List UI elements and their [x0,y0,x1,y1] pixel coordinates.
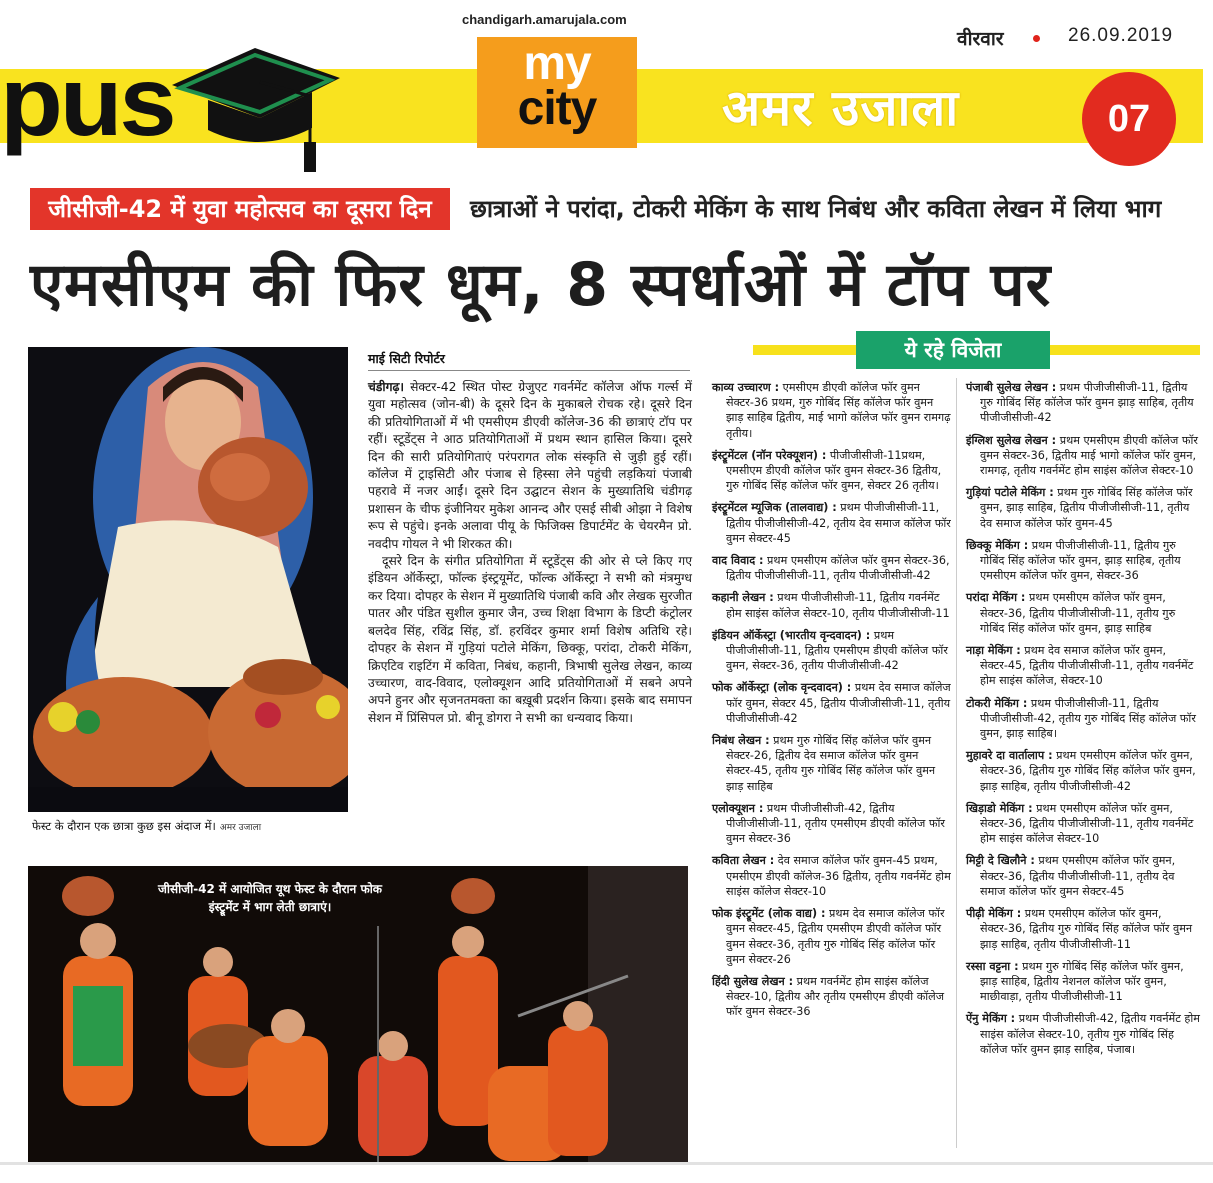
paragraph-1-text: सेक्टर-42 स्थित पोस्ट ग्रेजुएट गवर्नमेंट कॉलेज ऑफ गर्ल्स में युवा महोत्सव (जोन-बी) के दूसरे दिन के मुकाबले रोचक रहे। दूसरे दिन की प्रतियोगिताओं में भी एमसीएम डीएवी कॉलेज-36 की छात्राएं टॉप पर रहीं। स्टूडेंट्स ने आठ प्रतियोगिताओं में प्रथम स्थान हासिल किया। दूसरे दिन की सारी प्रतियोगिताएं परंपरागत लोक संस्कृति से जुड़ी हुई रहीं। कॉलेज में ट्राइसिटी और पंजाब से हिस्सा लेने पहुंची लड़कियां पंजाबी पहरावे में नजर आईं। दूसरे दिन उद्घाटन सेशन के मुख्यातिथि चंडीगढ़ प्रशासन के चीफ इंजीनियर मुकेश आनन्द और एसई सीबी ओझा ने विशेष रूप से पहुंचे। इनके अलावा पीयू के फिजिक्स डिपार्टमेंट के चेयरमैन प्रो. नवदीप गोयल ने भी शिरकत की। [368,380,692,551]
page-number: 07 [1082,72,1176,166]
winner-entry [712,733,952,794]
winner-results: प्रथम गवर्नमेंट होम साइंस कॉलेज सेक्टर-10, द्वितीय और तृतीय एमसीएम डीएवी कॉलेज फॉर वुमन सेक्टर-36 [726,974,945,1019]
story-headline: एमसीएम की फिर धूम, 8 स्पर्धाओं में टॉप पर [30,250,1052,320]
winners-title: ये रहे विजेता [856,331,1050,369]
winner-category: पंजाबी सुलेख लेखन : [966,381,1057,394]
winner-entry [966,906,1202,952]
winner-category: नाड़ा मेकिंग : [966,644,1021,658]
graduation-cap-icon [160,30,350,180]
winner-results: देव समाज कॉलेज फॉर वुमन-45 प्रथम, एमसीएम डीएवी कॉलेज-36 द्वितीय, तृतीय गवर्नमेंट होम साइंस कॉलेज सेक्टर-10 [726,854,951,898]
winner-entry [712,448,952,494]
winner-category: हिंदी सुलेख लेखन : [712,974,794,988]
winner-category: निबंध लेखन : [712,734,770,748]
winner-results: प्रथम देव समाज कॉलेज फॉर वुमन, सेक्टर-45, द्वितीय पीजीजीसीजी-11, तृतीय गवर्नमेंट होम साइंस कॉलेज, सेक्टर-10 [980,644,1194,688]
photo1-caption-text: फेस्ट के दौरान एक छात्रा कुछ इस अंदाज में। [32,819,216,833]
winner-category: गुड़ियां पटोले मेकिंग : [966,486,1054,500]
winner-entry [966,485,1202,531]
winner-entry [712,801,952,847]
photo1-caption [32,819,261,834]
winner-entry [712,680,952,726]
winner-entry [712,500,952,546]
byline: माई सिटी रिपोर्टर [368,351,445,366]
winner-category: फोक ऑर्केस्ट्रा (लोक वृन्दवादन) : [712,681,852,695]
winners-accent-left [753,345,856,355]
winner-results: प्रथम एमसीएम डीएवी कॉलेज फॉर वुमन सेक्टर-36, द्वितीय माई भागो कॉलेज फॉर वुमन, रामगढ़, तृतीय गवर्नमेंट होम साइंस कॉलेज सेक्टर-10 [980,433,1199,478]
winner-entry [966,380,1202,426]
article-paragraph-1 [368,379,692,553]
winner-results: प्रथम पीजीजीसीजी-42, द्वितीय गवर्नमेंट होम साइंस कॉलेज सेक्टर-10, तृतीय गुरु गोबिंद सिंह कॉलेज फॉर वुमन झाड़ साहिब, पंजाब। [980,1012,1200,1056]
section-logo: pus [0,46,174,156]
story-kicker: जीसीजी-42 में युवा महोत्सव का दूसरा दिन [30,188,450,230]
winner-results: एमसीएम डीएवी कॉलेज फॉर वुमन सेक्टर-36 प्रथम, गुरु गोबिंद सिंह कॉलेज फॉर वुमन झाड़ साहिब द्वितीय, माई भागो कॉलेज फॉर वुमन रामगढ़ तृतीय। [726,381,951,440]
winner-entry [966,1011,1202,1057]
winner-results: प्रथम पीजीजीसीजी-11, द्वितीय पीजीजीसीजी-42, तृतीय देव समाज कॉलेज फॉर वुमन सेक्टर-45 [726,501,951,545]
mycity-logo-my: my [523,37,591,90]
date-separator-dot [1033,35,1040,42]
winner-results: प्रथम पीजीजीसीजी-11, द्वितीय एमसीएम डीएवी कॉलेज फॉर वुमन, सेक्टर-36, तृतीय पीजीजीसीजी-42 [726,628,948,673]
winner-entry [966,748,1202,794]
winner-results: प्रथम पीजीजीसीजी-11, द्वितीय पीजीजीसीजी-42, तृतीय गुरु गोबिंद सिंह कॉलेज फॉर वुमन, झाड़ साहिब। [980,696,1196,741]
winner-category: इंस्ट्रूमेंटल (नॉन परेक्यूशन) : [712,448,827,462]
winner-results: प्रथम पीजीजीसीजी-42, द्वितीय पीजीजीसीजी-11, तृतीय एमसीएम डीएवी कॉलेज फॉर वुमन सेक्टर-36 [726,801,945,846]
winner-results: प्रथम पीजीजीसीजी-11, द्वितीय गुरु गोबिंद सिंह कॉलेज फॉर वुमन, झाड़ साहिब, तृतीय एमसीएम कॉलेज फॉर वुमन, सेक्टर-36 [980,538,1181,583]
page-bottom-rule [0,1162,1213,1165]
winner-entry [966,538,1202,584]
winner-category: एलोक्यूशन : [712,801,764,815]
winner-entry [966,643,1202,689]
winner-results: प्रथम पीजीजीसीजी-11, द्वितीय गवर्नमेंट होम साइंस कॉलेज सेक्टर-10, तृतीय पीजीजीसीजी-11 [726,591,950,620]
winner-category: कविता लेखन : [712,854,775,868]
winner-results: प्रथम पीजीजीसीजी-11, द्वितीय गुरु गोबिंद सिंह कॉलेज फॉर वुमन झाड़ साहिब, तृतीय पीजीजीसीजी-42 [980,381,1194,425]
winners-column-1 [712,380,952,1027]
winner-category: फोक इंस्ट्रूमेंट (लोक वाद्य) : [712,907,826,921]
winner-category: इंडियन ऑर्केस्ट्रा (भारतीय वृन्दवादन) : [712,628,871,642]
winner-category: रस्सा वट्टना : [966,959,1019,973]
winner-entry [712,628,952,674]
winner-entry [966,801,1202,847]
winner-category: खिड़ाडो मेकिंग : [966,801,1033,815]
winner-category: मुहावरे दा वार्तालाप : [966,749,1053,763]
column-divider [956,378,957,1148]
winner-category: छिक्कू मेकिंग : [966,538,1029,552]
winner-category: वाद विवाद : [712,554,764,568]
winner-entry [712,380,952,441]
winner-category: परांदा मेकिंग : [966,591,1026,605]
winner-category: इंस्ट्रूमेंटल म्यूजिक (तालवाद्य) : [712,501,837,515]
dancer-photo [28,347,348,812]
dancer-illustration [28,347,348,812]
winner-entry [712,590,952,620]
winner-entry [966,696,1202,742]
winners-accent-right [1050,345,1200,355]
winner-entry [712,553,952,583]
winner-category: इंग्लिश सुलेख लेखन : [966,433,1057,447]
winner-results: प्रथम एमसीएम कॉलेज फॉर वुमन, सेक्टर-36, द्वितीय पीजीजीसीजी-11, तृतीय गवर्नमेंट होम साइंस कॉलेज सेक्टर-10 [980,801,1194,846]
story-subheadline: छात्राओं ने परांदा, टोकरी मेकिंग के साथ निबंध और कविता लेखन में लिया भाग [470,195,1162,223]
winner-entry [966,853,1202,899]
article-body [368,379,692,727]
winner-results: प्रथम एमसीएम कॉलेज फॉर वुमन, सेक्टर-36, द्वितीय गुरु गोबिंद सिंह कॉलेज फॉर वुमन झाड़ साहिब, तृतीय पीजीजीसीजी-11 [980,907,1193,951]
winner-category: टोकरी मेकिंग : [966,696,1028,710]
winner-entry [712,853,952,899]
winner-entry [712,906,952,967]
winner-category: पीढ़ी मेकिंग : [966,907,1022,921]
winners-column-2 [966,380,1202,1064]
winner-results: पीजीजीसीजी-11प्रथम, एमसीएम डीएवी कॉलेज फॉर वुमन सेक्टर-36 द्वितीय, गुरु गोबिंद सिंह कॉलेज फॉर वुमन, सेक्टर 26 तृतीय। [726,448,942,493]
winner-category: काव्य उच्चारण : [712,381,780,394]
site-url: chandigarh.amarujala.com [462,12,627,27]
winner-results: प्रथम देव समाज कॉलेज फॉर वुमन, सेक्टर 45, द्वितीय पीजीजीसीजी-11, तृतीय पीजीजीसीजी-42 [726,681,951,725]
winner-entry [966,590,1202,636]
winner-results: प्रथम गुरु गोबिंद सिंह कॉलेज फॉर वुमन सेक्टर-26, द्वितीय देव समाज कॉलेज फॉर वुमन सेक्टर-45, तृतीय गुरु गोबिंद सिंह कॉलेज फॉर वुमन झाड़ साहिब [726,734,936,793]
winner-category: कहानी लेखन : [712,591,774,605]
winner-entry [966,959,1202,1005]
photo2-caption: जीसीजी-42 में आयोजित यूथ फेस्ट के दौरान फोक इंस्ट्रूमेंट में भाग लेती छात्राएं। [157,882,383,914]
weekday: वीरवार [957,28,1004,50]
dateline: चंडीगढ़। [368,380,405,394]
issue-date: 26.09.2019 [1068,25,1174,46]
winner-results: प्रथम गुरु गोबिंद सिंह कॉलेज फॉर वुमन, झाड़ साहिब, द्वितीय पीजीजीसीजी-11, तृतीय देव समाज कॉलेज फॉर वुमन-45 [980,486,1193,530]
winner-category: मिट्टी दे खिलौने : [966,854,1035,868]
winner-category: ऐंनु मेकिंग : [966,1012,1016,1026]
winner-results: प्रथम गुरु गोबिंद सिंह कॉलेज फॉर वुमन, झाड़ साहिब, द्वितीय नेशनल कॉलेज फॉर वुमन, माछीवाड़ा, तृतीय पीजीजीसीजी-11 [980,959,1184,1004]
winner-entry [966,433,1202,479]
winner-results: प्रथम एमसीएम कॉलेज फॉर वुमन, सेक्टर-36, द्वितीय पीजीजीसीजी-11, तृतीय गुरु गोबिंद सिंह कॉलेज फॉर वुमन, झाड़ साहिब [980,591,1176,635]
winner-entry [712,974,952,1020]
article-paragraph-2: दूसरे दिन के संगीत प्रतियोगिता में स्टूडेंट्स की ओर से प्ले किए गए इंडियन ऑर्केस्ट्रा, फॉल्क इंस्ट्रयूमेंट, फॉल्क ऑर्केस्ट्रा ने सभी को मंत्रमुग्ध कर दिया। दोपहर के सेशन में मुख्यातिथि पंजाबी कवि और लेखक सुरजीत पातर और पंडित सुशील कुमार जैन, उच्च शिक्षा विभाग के डिप्टी कंट्रोलर बलदेव सिंह, रविंद्र सिंह, डॉ. हरविंदर कुमार शर्मा विशेष अतिथि रहे। दोपहर के सेशन में गुड़ियां पटोले मेकिंग, छिक्कू, परांदा, टोकरी मेकिंग, क्रिएटिव राइटिंग में कविता, निबंध, कहानी, त्रिभाषी सुलेख लेखन, काव्य उच्चारण, वाद-विवाद, एलोक्यूशन आदि प्रतियोगिताओं में सबने अपने अपने हुनर और सृजनतमक्ता का बख़ूबी प्रदर्शन किया। इसके बाद समापन सेशन में प्रिंसिपल प्रो. बीनू डोगरा ने सभी का धन्यवाद किया। [368,554,692,725]
mycity-logo-city: city [517,82,597,135]
newspaper-brand: अमर उजाला [722,79,960,137]
byline-divider [368,370,690,371]
winner-results: प्रथम एमसीएम कॉलेज फॉर वुमन, सेक्टर-36, द्वितीय गुरु गोबिंद सिंह कॉलेज फॉर वुमन, झाड़ साहिब, तृतीय पीजीजीसीजी-42 [980,749,1196,793]
photo1-credit: अमर उजाला [219,823,262,833]
winner-results: प्रथम देव समाज कॉलेज फॉर वुमन सेक्टर-45, द्वितीय एमसीएम डीएवी कॉलेज फॉर वुमन सेक्टर-36, तृतीय गुरु गोबिंद सिंह कॉलेज फॉर वुमन सेक्टर-26 [726,907,945,966]
winner-results: प्रथम एमसीएम कॉलेज फॉर वुमन सेक्टर-36, द्वितीय पीजीजीसीजी-11, तृतीय पीजीजीसीजी-42 [726,554,950,583]
winner-results: प्रथम एमसीएम कॉलेज फॉर वुमन, सेक्टर-36, द्वितीय पीजीजीसीजी-11, तृतीय देव समाज कॉलेज फॉर वुमन सेक्टर-45 [980,854,1176,898]
